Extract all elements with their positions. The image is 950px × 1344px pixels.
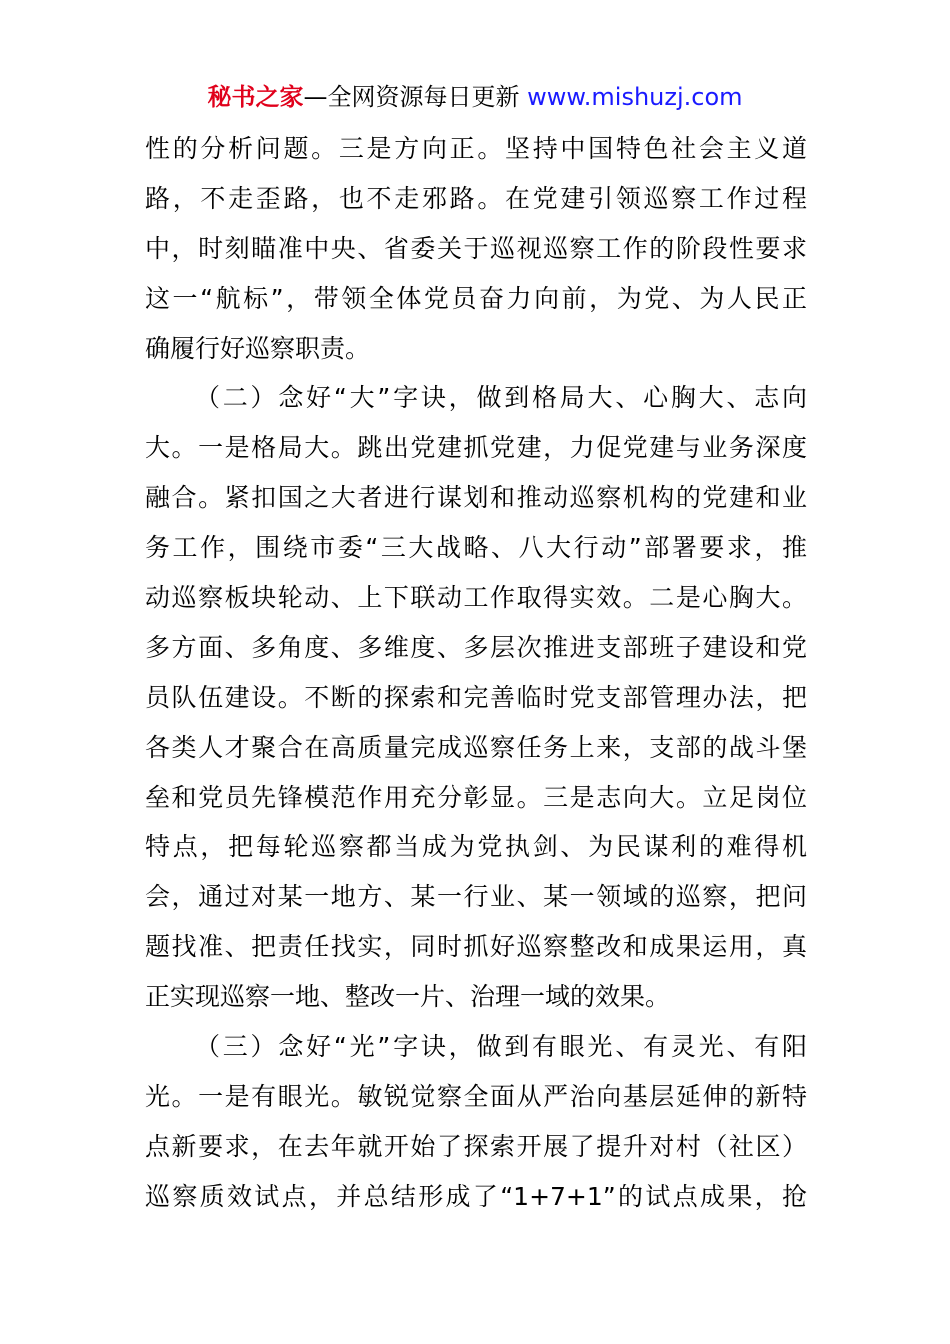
text-line: 路，不走歪路，也不走邪路。在党建引领巡察工作过程 xyxy=(145,183,807,213)
text-line: 这一“航标”，带领全体党员奋力向前，为党、为人民正 xyxy=(145,283,807,313)
header-tagline: —全网资源每日更新 xyxy=(303,83,520,111)
text-line: 动巡察板块轮动、上下联动工作取得实效。二是心胸大。 xyxy=(145,583,807,613)
text-line: 性的分析问题。三是方向正。坚持中国特色社会主义道 xyxy=(145,134,807,163)
section-heading-line: （二）念好“大”字诀，做到格局大、心胸大、志向 xyxy=(195,383,807,413)
text-line: 正实现巡察一地、整改一片、治理一域的效果。 xyxy=(145,982,671,1012)
text-line: 各类人才聚合在高质量完成巡察任务上来，支部的战斗堡 xyxy=(145,732,807,762)
text-line: 确履行好巡察职责。 xyxy=(145,333,371,363)
text-line: 中，时刻瞄准中央、省委关于巡视巡察工作的阶段性要求 xyxy=(145,233,807,263)
document-body xyxy=(145,124,807,1222)
section-heading-line: （三）念好“光”字诀，做到有眼光、有灵光、有阳 xyxy=(195,1032,807,1062)
site-url-link[interactable]: www.mishuzj.com xyxy=(527,83,743,111)
text-line: 会，通过对某一地方、某一行业、某一领域的巡察，把问 xyxy=(145,882,807,912)
text-line: 融合。紧扣国之大者进行谋划和推动巡察机构的党建和业 xyxy=(145,483,807,513)
text-line: 垒和党员先锋模范作用充分彰显。三是志向大。立足岗位 xyxy=(145,782,807,812)
text-line: 务工作，围绕市委“三大战略、八大行动”部署要求，推 xyxy=(145,533,807,563)
text-line: 多方面、多角度、多维度、多层次推进支部班子建设和党 xyxy=(145,632,807,662)
text-line: 巡察质效试点，并总结形成了“1+7+1”的试点成果，抢 xyxy=(145,1181,807,1211)
text-line: 特点，把每轮巡察都当成为党执剑、为民谋利的难得机 xyxy=(145,832,807,862)
brand-name: 秘书之家 xyxy=(207,83,304,111)
text-line: 点新要求，在去年就开始了探索开展了提升对村（社区） xyxy=(145,1131,807,1161)
text-line: 大。一是格局大。跳出党建抓党建，力促党建与业务深度 xyxy=(145,433,807,463)
text-line: 员队伍建设。不断的探索和完善临时党支部管理办法，把 xyxy=(145,682,807,712)
site-header xyxy=(0,80,950,114)
text-line: 光。一是有眼光。敏锐觉察全面从严治向基层延伸的新特 xyxy=(145,1081,807,1111)
text-line: 题找准、把责任找实，同时抓好巡察整改和成果运用，真 xyxy=(145,932,807,962)
